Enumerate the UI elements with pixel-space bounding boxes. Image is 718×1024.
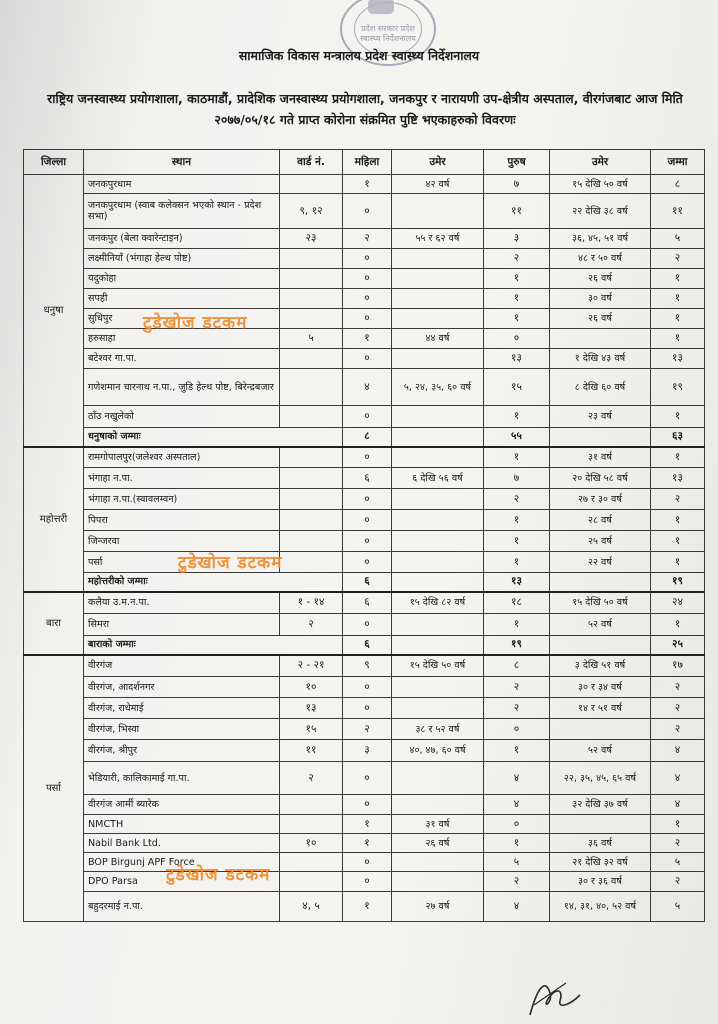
district-total-row [24, 636, 705, 655]
male-count-cell: ० [484, 815, 550, 834]
ward-cell: ४, ५ [280, 892, 343, 922]
table-row [24, 309, 705, 329]
ward-cell: २ [280, 614, 343, 636]
total-cell: ८ [651, 175, 705, 194]
male-count-cell: १ [484, 510, 550, 531]
male-count-cell: ११ [484, 194, 550, 229]
male-age-cell: १ देखि ४३ वर्ष [550, 349, 651, 369]
district-total-male-age [550, 636, 651, 655]
male-count-cell: १ [484, 531, 550, 552]
female-count-cell: ४ [343, 369, 392, 406]
female-count-cell: ० [343, 349, 392, 369]
male-count-cell: १ [484, 740, 550, 762]
female-count-cell: ९ [343, 655, 392, 677]
total-cell: १ [651, 531, 705, 552]
male-age-cell: ३ देखि ५१ वर्ष [550, 655, 651, 677]
ward-cell [280, 853, 343, 872]
female-count-cell: ६ [343, 592, 392, 614]
female-age-cell [392, 489, 484, 510]
place-cell: भंगाहा न.पा. [84, 468, 280, 489]
table-row [24, 289, 705, 309]
female-age-cell: २६ वर्ष [392, 834, 484, 853]
male-age-cell: ३६ वर्ष [550, 834, 651, 853]
total-cell: ४ [651, 795, 705, 815]
col-header-male: पुरुष [484, 150, 550, 175]
place-cell: Nabil Bank Ltd. [84, 834, 280, 853]
place-cell: जनकपुरधाम [84, 175, 280, 194]
ward-cell [280, 349, 343, 369]
total-cell: १ [651, 552, 705, 573]
table-row [24, 349, 705, 369]
place-cell: सपही [84, 289, 280, 309]
male-count-cell: ४ [484, 795, 550, 815]
table-header-row [24, 150, 705, 175]
female-count-cell: ० [343, 614, 392, 636]
table-row [24, 269, 705, 289]
col-header-male-age: उमेर [550, 150, 651, 175]
district-total-male-age [550, 428, 651, 447]
female-count-cell: ० [343, 872, 392, 892]
male-count-cell: १ [484, 614, 550, 636]
total-cell: ५ [651, 892, 705, 922]
district-total-row [24, 573, 705, 592]
table-row [24, 175, 705, 194]
watermark-3: टुडेखोज डटकम [166, 865, 271, 885]
table-row [24, 834, 705, 853]
ward-cell: १० [280, 834, 343, 853]
district-total-female-age [392, 573, 484, 592]
total-cell: १७ [651, 655, 705, 677]
col-header-female: महिला [343, 150, 392, 175]
total-cell: १९ [651, 369, 705, 406]
place-cell: DPO Parsa [84, 872, 280, 892]
female-count-cell: ६ [343, 468, 392, 489]
seal-lettering: प्रदेश सरकार प्रदेश स्वास्थ्य निर्देशनालय [360, 24, 416, 43]
male-count-cell: ० [484, 329, 550, 349]
table-row [24, 740, 705, 762]
handwritten-signature [520, 975, 590, 1020]
male-age-cell: ३१ वर्ष [550, 447, 651, 468]
district-total-male: १३ [484, 573, 550, 592]
table-row [24, 510, 705, 531]
ward-cell [280, 815, 343, 834]
male-count-cell: १ [484, 289, 550, 309]
female-age-cell [392, 194, 484, 229]
female-age-cell: ६ देखि ५६ वर्ष [392, 468, 484, 489]
male-age-cell: २१ देखि ३२ वर्ष [550, 853, 651, 872]
male-age-cell: ३२ देखि ३७ वर्ष [550, 795, 651, 815]
place-cell: जनकपुरधाम (स्वाब कलेक्सन भएको स्थान - प्रदेश सभा) [84, 194, 280, 229]
female-count-cell: २ [343, 229, 392, 249]
ward-cell [280, 309, 343, 329]
total-cell: २ [651, 249, 705, 269]
male-age-cell: २२ वर्ष [550, 552, 651, 573]
table-row [24, 468, 705, 489]
male-age-cell: ३० र ३४ वर्ष [550, 677, 651, 698]
male-count-cell: २ [484, 249, 550, 269]
ward-cell [280, 269, 343, 289]
male-age-cell: ३० र ३६ वर्ष [550, 872, 651, 892]
female-age-cell [392, 872, 484, 892]
total-cell: ११ [651, 194, 705, 229]
female-age-cell: २७ वर्ष [392, 892, 484, 922]
ward-cell: १० [280, 677, 343, 698]
place-cell: बहुदरमाई न.पा. [84, 892, 280, 922]
district-total-female: ६ [343, 573, 392, 592]
district-name: पर्सा [24, 655, 84, 922]
total-cell: १ [651, 289, 705, 309]
district-total-label: बाराको जम्माः [84, 636, 343, 655]
male-age-cell: २८ वर्ष [550, 510, 651, 531]
female-age-cell [392, 853, 484, 872]
place-cell: गणेशमान चारनाथ न.पा., जुडि हेल्थ पोष्ट, बिरेन्द्रबजार [84, 369, 280, 406]
ward-cell: २३ [280, 229, 343, 249]
place-cell: पर्सा [84, 552, 280, 573]
district-total-female: ६ [343, 636, 392, 655]
district-total-row [24, 428, 705, 447]
total-cell: १ [651, 329, 705, 349]
total-cell: १ [651, 510, 705, 531]
male-age-cell: २२, ३५, ४५, ६५ वर्ष [550, 762, 651, 795]
emblem-icon [368, 0, 394, 14]
male-age-cell: २३ वर्ष [550, 406, 651, 428]
ward-cell: २ - २१ [280, 655, 343, 677]
total-cell: १३ [651, 468, 705, 489]
total-cell: ५ [651, 229, 705, 249]
female-age-cell [392, 269, 484, 289]
female-count-cell: ० [343, 531, 392, 552]
male-count-cell: १ [484, 309, 550, 329]
place-cell: वीरगंज, आदर्शनगर [84, 677, 280, 698]
table-row [24, 406, 705, 428]
ward-cell [280, 175, 343, 194]
female-age-cell: १५ देखि ५० वर्ष [392, 655, 484, 677]
female-count-cell: ० [343, 289, 392, 309]
male-count-cell: १८ [484, 592, 550, 614]
male-count-cell: ८ [484, 655, 550, 677]
female-age-cell [392, 510, 484, 531]
female-count-cell: ० [343, 489, 392, 510]
table-row [24, 762, 705, 795]
male-count-cell: ४ [484, 762, 550, 795]
male-age-cell: १४, ३१, ४०, ५२ वर्ष [550, 892, 651, 922]
ward-cell [280, 489, 343, 510]
male-age-cell: २५ वर्ष [550, 531, 651, 552]
female-count-cell: ० [343, 853, 392, 872]
total-cell: २ [651, 698, 705, 719]
total-cell: १ [651, 614, 705, 636]
female-age-cell [392, 614, 484, 636]
total-cell: २४ [651, 592, 705, 614]
table-row [24, 815, 705, 834]
total-cell: १ [651, 406, 705, 428]
place-cell: NMCTH [84, 815, 280, 834]
female-count-cell: ० [343, 795, 392, 815]
female-count-cell: ० [343, 510, 392, 531]
col-header-female-age: उमेर [392, 150, 484, 175]
total-cell: १ [651, 815, 705, 834]
document-title: राष्ट्रिय जनस्वास्थ्य प्रयोगशाला, काठमाडौं, प्रादेशिक जनस्वास्थ्य प्रयोगशाला, जनकपुर र नारायणी उप-क्षेत्रीय अस्पताल, वीरगंजबाट आज मिति २०७७/०५/१८ गते प्राप्त कोरोना संक्रमित पुष्टि भएकाहरुको विवरणः [47, 91, 683, 127]
male-count-cell: १ [484, 269, 550, 289]
female-age-cell: ४०, ४७, ६० वर्ष [392, 740, 484, 762]
total-cell: २ [651, 719, 705, 740]
table-row [24, 872, 705, 892]
male-count-cell: ७ [484, 175, 550, 194]
male-count-cell: १ [484, 447, 550, 468]
ward-cell: ११ [280, 740, 343, 762]
total-cell: २ [651, 677, 705, 698]
total-cell: ४ [651, 762, 705, 795]
district-total-male: १९ [484, 636, 550, 655]
col-header-district: जिल्ला [24, 150, 84, 175]
table-row [24, 369, 705, 406]
place-cell: जिन्जरवा [84, 531, 280, 552]
female-count-cell: १ [343, 892, 392, 922]
district-total-all: २५ [651, 636, 705, 655]
place-cell: यदुकोहा [84, 269, 280, 289]
male-count-cell: १३ [484, 349, 550, 369]
place-cell: वीरगंज, श्रीपुर [84, 740, 280, 762]
male-age-cell: २६ वर्ष [550, 269, 651, 289]
male-count-cell: २ [484, 698, 550, 719]
table-row [24, 719, 705, 740]
female-count-cell: ० [343, 194, 392, 229]
col-header-ward: वार्ड नं. [280, 150, 343, 175]
table-row [24, 229, 705, 249]
male-age-cell: ५२ वर्ष [550, 740, 651, 762]
district-total-all: ६३ [651, 428, 705, 447]
place-cell: वीरगंज आर्मी ब्यारेक [84, 795, 280, 815]
ward-cell [280, 872, 343, 892]
watermark-1: टुडेखोज डटकम [143, 313, 248, 333]
table-row [24, 531, 705, 552]
table-row [24, 892, 705, 922]
covid-cases-table [23, 149, 705, 922]
ward-cell [280, 531, 343, 552]
male-age-cell: ३६, ४५, ५१ वर्ष [550, 229, 651, 249]
table-row [24, 655, 705, 677]
male-age-cell: ८ देखि ६० वर्ष [550, 369, 651, 406]
female-age-cell [392, 698, 484, 719]
male-age-cell: २२ देखि ३८ वर्ष [550, 194, 651, 229]
female-count-cell: १ [343, 175, 392, 194]
district-total-female-age [392, 428, 484, 447]
place-cell: वीरगंज [84, 655, 280, 677]
district-name: बारा [24, 592, 84, 655]
male-age-cell: २७ र ३० वर्ष [550, 489, 651, 510]
total-cell: ४ [651, 740, 705, 762]
female-count-cell: २ [343, 719, 392, 740]
female-age-cell [392, 552, 484, 573]
female-age-cell: ३८ र ५२ वर्ष [392, 719, 484, 740]
female-count-cell: ० [343, 406, 392, 428]
place-cell: हरुसाहा [84, 329, 280, 349]
total-cell: १ [651, 447, 705, 468]
ward-cell [280, 249, 343, 269]
female-count-cell: ० [343, 447, 392, 468]
total-cell: २ [651, 872, 705, 892]
female-count-cell: ० [343, 677, 392, 698]
ward-cell [280, 406, 343, 428]
place-cell: कलैया उ.म.न.पा. [84, 592, 280, 614]
male-age-cell: १५ देखि ५० वर्ष [550, 592, 651, 614]
ward-cell: १ - १४ [280, 592, 343, 614]
district-total-female-age [392, 636, 484, 655]
male-age-cell [550, 329, 651, 349]
female-age-cell: ३१ वर्ष [392, 815, 484, 834]
male-count-cell: १ [484, 834, 550, 853]
male-age-cell: ३० वर्ष [550, 289, 651, 309]
ward-cell [280, 468, 343, 489]
male-count-cell: ३ [484, 229, 550, 249]
place-cell: रामगोपालपुर(जलेश्वर अस्पताल) [84, 447, 280, 468]
female-age-cell: ५, २४, ३५, ६० वर्ष [392, 369, 484, 406]
table-row [24, 447, 705, 468]
ward-cell [280, 552, 343, 573]
table-row [24, 489, 705, 510]
district-total-male-age [550, 573, 651, 592]
place-cell: बटेश्वर गा.पा. [84, 349, 280, 369]
place-cell: सिमरा [84, 614, 280, 636]
place-cell: ठाँउ नखुलेको [84, 406, 280, 428]
place-cell: भंगाहा न.पा.(स्वावलम्वन) [84, 489, 280, 510]
male-count-cell: २ [484, 677, 550, 698]
ward-cell: ९, १२ [280, 194, 343, 229]
female-age-cell [392, 249, 484, 269]
table-row [24, 677, 705, 698]
female-age-cell [392, 289, 484, 309]
female-age-cell: ५५ र ६२ वर्ष [392, 229, 484, 249]
table-row [24, 853, 705, 872]
col-header-total: जम्मा [651, 150, 705, 175]
place-cell: लक्ष्मीनियाँ (भंगाहा हेल्थ पोष्ट) [84, 249, 280, 269]
district-total-label: महोत्तरीको जम्माः [84, 573, 343, 592]
male-age-cell: १४ र ५१ वर्ष [550, 698, 651, 719]
table-row [24, 795, 705, 815]
male-age-cell: २६ वर्ष [550, 309, 651, 329]
male-age-cell [550, 815, 651, 834]
place-cell: BOP Birgunj APF Force [84, 853, 280, 872]
female-count-cell: १ [343, 815, 392, 834]
district-total-male: ५५ [484, 428, 550, 447]
table-row [24, 614, 705, 636]
place-cell: वीरगंज, भिस्वा [84, 719, 280, 740]
ward-cell: २ [280, 762, 343, 795]
female-age-cell [392, 762, 484, 795]
place-cell: भेडियारी, कालिकामाई गा.पा. [84, 762, 280, 795]
female-count-cell: ० [343, 249, 392, 269]
male-age-cell: २० देखि ५८ वर्ष [550, 468, 651, 489]
district-name: महोत्तरी [24, 447, 84, 592]
ward-cell [280, 447, 343, 468]
place-cell: पिपरा [84, 510, 280, 531]
ward-cell [280, 510, 343, 531]
watermark-2: टुडेखोज डटकम [178, 553, 283, 573]
table-row [24, 249, 705, 269]
male-age-cell: १५ देखि ५० वर्ष [550, 175, 651, 194]
female-count-cell: १ [343, 834, 392, 853]
male-count-cell: १५ [484, 369, 550, 406]
ward-cell: १३ [280, 698, 343, 719]
table-row [24, 552, 705, 573]
place-cell: वीरगंज, राधेमाई [84, 698, 280, 719]
col-header-place: स्थान [84, 150, 280, 175]
male-age-cell: ४८ र ५० वर्ष [550, 249, 651, 269]
female-age-cell [392, 531, 484, 552]
office-line: सामाजिक विकास मन्त्रालय प्रदेश स्वास्थ्य निर्देशनालय [238, 48, 480, 63]
total-cell: ५ [651, 853, 705, 872]
male-count-cell: २ [484, 872, 550, 892]
total-cell: १ [651, 269, 705, 289]
table-row [24, 194, 705, 229]
female-age-cell [392, 309, 484, 329]
female-age-cell [392, 677, 484, 698]
female-count-cell: ० [343, 309, 392, 329]
female-count-cell: ० [343, 269, 392, 289]
total-cell: १३ [651, 349, 705, 369]
male-count-cell: ७ [484, 468, 550, 489]
place-cell: सुधिपुर [84, 309, 280, 329]
male-count-cell: २ [484, 489, 550, 510]
male-count-cell: ५ [484, 853, 550, 872]
ward-cell [280, 369, 343, 406]
district-total-female: ८ [343, 428, 392, 447]
female-age-cell [392, 447, 484, 468]
female-age-cell [392, 349, 484, 369]
total-cell: १ [651, 309, 705, 329]
total-cell: २ [651, 834, 705, 853]
female-age-cell [392, 406, 484, 428]
male-count-cell: ४ [484, 892, 550, 922]
male-age-cell: ५२ वर्ष [550, 614, 651, 636]
female-count-cell: ० [343, 698, 392, 719]
male-count-cell: १ [484, 406, 550, 428]
ward-cell [280, 795, 343, 815]
district-total-all: १९ [651, 573, 705, 592]
female-count-cell: ० [343, 762, 392, 795]
female-age-cell [392, 795, 484, 815]
total-cell: २ [651, 489, 705, 510]
female-age-cell: १५ देखि ८२ वर्ष [392, 592, 484, 614]
male-count-cell: ० [484, 719, 550, 740]
female-count-cell: १ [343, 329, 392, 349]
female-age-cell: ४२ वर्ष [392, 175, 484, 194]
ward-cell: १५ [280, 719, 343, 740]
district-name: धनुषा [24, 175, 84, 447]
female-count-cell: ३ [343, 740, 392, 762]
place-cell: जनकपुर (बेला क्वारेन्टाइन) [84, 229, 280, 249]
ward-cell: ५ [280, 329, 343, 349]
table-row [24, 592, 705, 614]
female-count-cell: ० [343, 552, 392, 573]
district-total-label: धनुषाको जम्माः [84, 428, 343, 447]
table-row [24, 698, 705, 719]
ward-cell [280, 289, 343, 309]
female-age-cell: ४४ वर्ष [392, 329, 484, 349]
male-age-cell [550, 719, 651, 740]
male-count-cell: १ [484, 552, 550, 573]
table-row [24, 329, 705, 349]
